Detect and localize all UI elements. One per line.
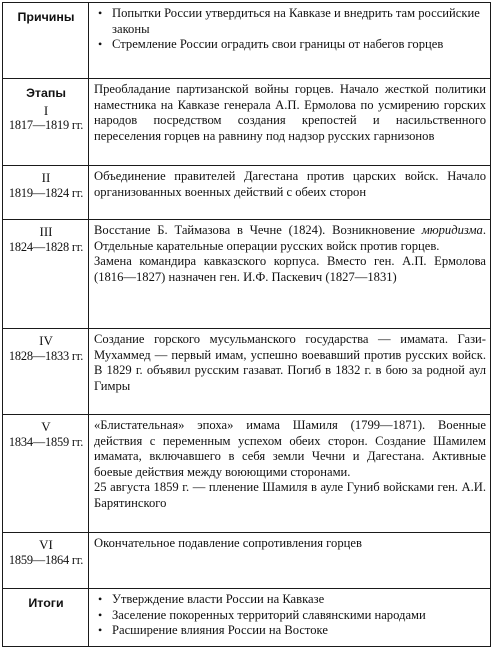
stage-years: 1819—1824 гг. [8, 185, 84, 200]
results-list [94, 592, 486, 639]
stage-text: Объединение правителей Дагестана против царских войск. Начало организованных военных действий с обеих сторон [94, 169, 486, 199]
stage-6-content-cell [89, 533, 491, 589]
cause-text: Стремление России оградить свои границы от набегов горцев [112, 37, 444, 52]
list-item [94, 608, 486, 624]
stage-1-content-cell [89, 79, 491, 166]
stage-text: 25 августа 1859 г. — пленение Шамиля в ауле Гуниб войсками ген. А.И. Барятинского [94, 480, 486, 510]
cause-text: Попытки России утвердиться на Кавказе и внедрить там российские законы [112, 6, 480, 36]
stage-text: Окончательное подавление сопротивления горцев [94, 536, 362, 550]
stage-4-label-cell [3, 329, 89, 415]
stage-years: 1817—1819 гг. [8, 118, 84, 133]
stage-text: Замена командира кавказского корпуса. Вместо ген. А.П. Ермолова (1816—1827) назначен ген. И.Ф. Паскевич (1827—1831) [94, 254, 486, 284]
table-row-stage-1 [3, 79, 491, 166]
stage-text-part: Восстание Б. Таймазова в Чечне (1824). Возникновение [94, 223, 422, 237]
list-item [94, 6, 486, 37]
results-label: Итоги [28, 596, 64, 610]
stage-number: II [41, 170, 51, 185]
stages-label: Этапы [26, 86, 66, 100]
stage-years: 1828—1833 гг. [8, 348, 84, 363]
stage-text: Преобладание партизанской войны горцев. Начало жесткой политики наместника на Кавказе генерала А.П. Ермолова по усмирению горских народов посредством создания крепостей и насильственного переселения горцев на равнину под надзор русских гарнизонов [94, 82, 486, 143]
bullet-icon: • [98, 623, 103, 638]
results-content-cell [89, 589, 491, 647]
stage-text [94, 223, 486, 254]
stage-years: 1824—1828 гг. [8, 239, 84, 254]
causes-list [94, 6, 486, 53]
caucasian-war-table [2, 2, 491, 647]
causes-label-cell [3, 3, 89, 79]
bullet-icon: • [98, 592, 103, 606]
causes-label: Причины [17, 10, 75, 24]
table-row-results [3, 589, 491, 647]
bullet-icon: • [98, 607, 103, 622]
table-row-stage-5 [3, 415, 491, 533]
table-row-stage-2 [3, 166, 491, 220]
bullet-icon: • [98, 6, 103, 20]
stage-2-content-cell [89, 166, 491, 220]
stage-3-label-cell [3, 220, 89, 329]
result-text: Заселение покоренных территорий славянскими народами [112, 607, 426, 622]
stage-text-part: . Отдельные карательные операции русских войск против горцев. [94, 223, 486, 253]
table-row-stage-4 [3, 329, 491, 415]
stage-3-content-cell [89, 220, 491, 329]
stage-number: VI [39, 537, 53, 552]
bullet-icon: • [98, 37, 103, 52]
stage-5-content-cell [89, 415, 491, 533]
stage-text: «Блистательная» эпоха» имама Шамиля (1799—1871). Военные действия с переменным успехом обеих сторон. Создание Шамилем имамата, включавшего в себя земли Чечни и Дагестана. Активные боевые действия между воюющими сторонами. [94, 418, 486, 479]
italic-term: мюридизма [421, 223, 483, 237]
stage-years: 1834—1859 гг. [8, 434, 84, 449]
stage-4-content-cell [89, 329, 491, 415]
stage-1-label-cell [3, 79, 89, 166]
result-text: Утверждение власти России на Кавказе [112, 592, 325, 606]
list-item [94, 623, 486, 639]
table-row-stage-3 [3, 220, 491, 329]
stage-2-label-cell [3, 166, 89, 220]
list-item [94, 37, 486, 53]
stage-text: Создание горского мусульманского государства — имамата. Гази-Мухаммед — первый имам, успешно воевавший против русских войск. В 1829 г. объявил русским газават. Погиб в 1832 г. в бою за родной аул Гимры [94, 332, 486, 393]
causes-content-cell [89, 3, 491, 79]
stage-number: V [41, 419, 51, 434]
stage-number: I [43, 102, 49, 118]
stage-number: III [39, 224, 53, 239]
table-row-stage-6 [3, 533, 491, 589]
table-row-causes [3, 3, 491, 79]
stage-years: 1859—1864 гг. [8, 552, 84, 567]
results-label-cell [3, 589, 89, 647]
stage-number: IV [39, 333, 53, 348]
stage-5-label-cell [3, 415, 89, 533]
result-text: Расширение влияния России на Востоке [112, 623, 328, 638]
stage-6-label-cell [3, 533, 89, 589]
